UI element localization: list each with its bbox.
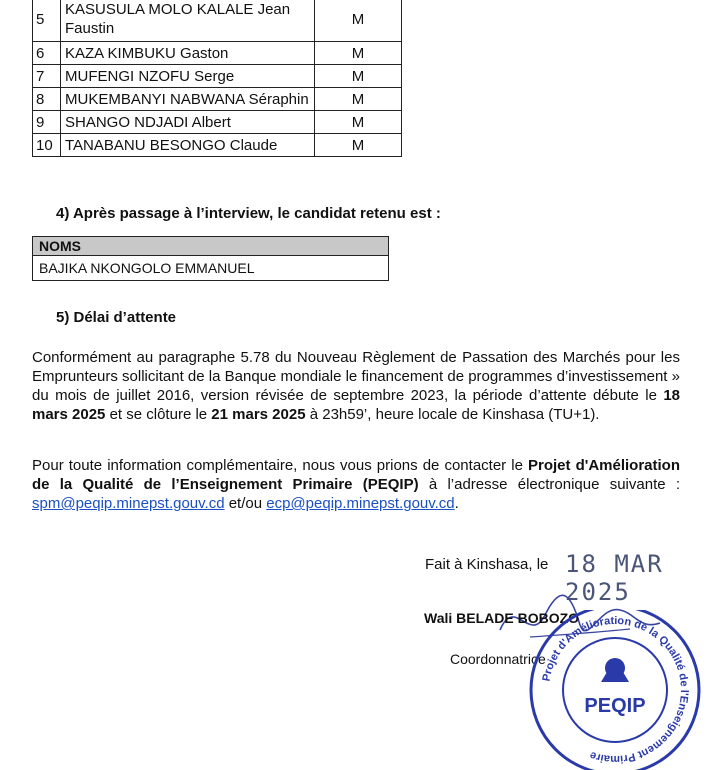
candidate-name: KAZA KIMBUKU Gaston [61, 42, 315, 65]
candidate-sex: M [315, 42, 402, 65]
signer-name: Wali BELADE BOBOZO [424, 610, 580, 626]
retained-candidate-name: BAJIKA NKONGOLO EMMANUEL [33, 256, 389, 281]
para2-text-d: et/ou [224, 495, 267, 512]
seal-acronym: PEQIP [584, 695, 646, 717]
para1-text-e: à 23h59’, heure locale de Kinshasa (TU+1). [305, 406, 600, 423]
section-4-heading: 4) Après passage à l’interview, le candidat retenu est : [56, 205, 441, 222]
candidate-number: 7 [33, 65, 61, 88]
candidates-table [32, 0, 402, 157]
candidate-sex: M [315, 134, 402, 157]
end-date: 21 mars 2025 [211, 406, 306, 423]
email-link-ecp[interactable]: ecp@peqip.minepst.gouv.cd [266, 495, 455, 512]
candidates-table-body [33, 0, 402, 157]
contact-paragraph [32, 456, 680, 513]
candidate-number: 8 [33, 88, 61, 111]
candidate-sex: M [315, 0, 402, 42]
email-link-spm[interactable]: spm@peqip.minepst.gouv.cd [32, 495, 225, 512]
project-name: Projet d'Amélioration de la Qualité de l’Enseignement Primaire (PEQIP) [32, 457, 680, 493]
waiting-period-paragraph [32, 348, 680, 424]
para2-text-c: à l’adresse électronique suivante : [418, 476, 680, 493]
candidate-row [33, 134, 402, 157]
candidate-row [33, 111, 402, 134]
para1-text-a: Conformément au paragraphe 5.78 du Nouveau Règlement de Passation des Marchés pour les Emprunteurs sollicitant de la Banque mondiale le financement de programmes d’investissement » du mois de juillet 2016, version révisée de septembre 2023, la période d’attente débute le [32, 349, 680, 404]
candidate-name: TANABANU BESONGO Claude [61, 134, 315, 157]
para1-text-c: et se clôture le [105, 406, 212, 423]
seal-ring-text: Projet d'Amélioration de la Qualité de l'Enseignement Primaire [540, 614, 691, 766]
signer-role: Coordonnatrice [450, 651, 546, 667]
candidate-row [33, 0, 402, 42]
candidate-row [33, 42, 402, 65]
candidate-row [33, 88, 402, 111]
para2-text-a: Pour toute information complémentaire, nous vous prions de contacter le [32, 457, 528, 474]
candidate-name: KASUSULA MOLO KALALE Jean Faustin [61, 0, 315, 42]
candidate-number: 9 [33, 111, 61, 134]
start-date: 18 mars 2025 [32, 387, 680, 423]
candidate-row [33, 65, 402, 88]
seal-emblem-icon [601, 658, 629, 682]
candidate-number: 5 [33, 0, 61, 42]
date-stamp: 18 MAR 2025 [565, 550, 664, 606]
section-5-heading: 5) Délai d’attente [56, 309, 177, 326]
candidate-number: 10 [33, 134, 61, 157]
candidate-name: MUFENGI NZOFU Serge [61, 65, 315, 88]
candidate-number: 6 [33, 42, 61, 65]
place-label: Fait à Kinshasa, le [425, 556, 549, 573]
candidate-sex: M [315, 111, 402, 134]
noms-header: NOMS [33, 237, 389, 256]
candidate-name: MUKEMBANYI NABWANA Séraphin [61, 88, 315, 111]
official-seal [525, 610, 705, 770]
retained-candidate-table [32, 236, 389, 281]
candidate-sex: M [315, 88, 402, 111]
candidate-name: SHANGO NDJADI Albert [61, 111, 315, 134]
para2-text-e: . [454, 495, 459, 512]
candidate-sex: M [315, 65, 402, 88]
